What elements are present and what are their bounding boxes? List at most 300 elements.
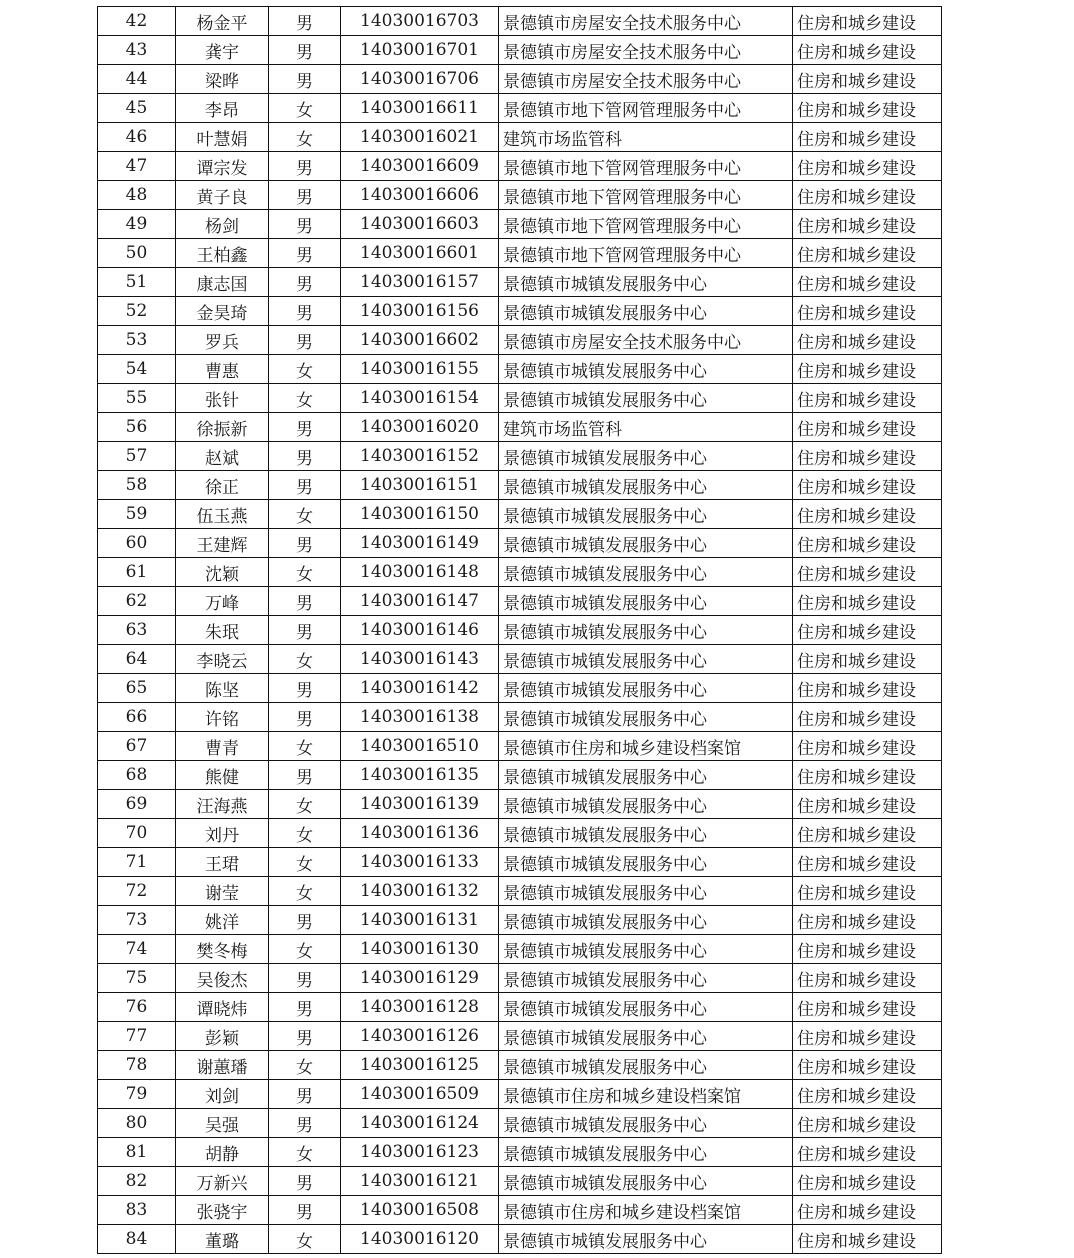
- row-number-cell: 74: [98, 935, 176, 964]
- department-cell: 住房和城乡建设: [793, 1080, 942, 1109]
- exam-id-cell: 14030016123: [341, 1138, 499, 1167]
- row-number-cell: 53: [98, 326, 176, 355]
- department-cell: 住房和城乡建设: [793, 442, 942, 471]
- table-row: [98, 413, 942, 442]
- exam-id-cell: 14030016157: [341, 268, 499, 297]
- work-unit-cell: 景德镇市城镇发展服务中心: [499, 1109, 793, 1138]
- exam-id-cell: 14030016126: [341, 1022, 499, 1051]
- gender-cell: 男: [269, 7, 341, 36]
- work-unit-cell: 景德镇市城镇发展服务中心: [499, 1022, 793, 1051]
- table-row: [98, 529, 942, 558]
- table-row: [98, 268, 942, 297]
- table-row: [98, 181, 942, 210]
- work-unit-cell: 景德镇市城镇发展服务中心: [499, 935, 793, 964]
- table-row: [98, 906, 942, 935]
- document-page: [97, 6, 942, 1254]
- table-row: [98, 471, 942, 500]
- person-name-cell: 朱珉: [176, 616, 269, 645]
- department-cell: 住房和城乡建设: [793, 732, 942, 761]
- row-number-cell: 64: [98, 645, 176, 674]
- department-cell: 住房和城乡建设: [793, 210, 942, 239]
- table-row: [98, 645, 942, 674]
- exam-id-cell: 14030016146: [341, 616, 499, 645]
- gender-cell: 女: [269, 877, 341, 906]
- person-name-cell: 姚洋: [176, 906, 269, 935]
- gender-cell: 女: [269, 123, 341, 152]
- work-unit-cell: 景德镇市城镇发展服务中心: [499, 268, 793, 297]
- work-unit-cell: 景德镇市城镇发展服务中心: [499, 471, 793, 500]
- person-name-cell: 吴俊杰: [176, 964, 269, 993]
- department-cell: 住房和城乡建设: [793, 819, 942, 848]
- department-cell: 住房和城乡建设: [793, 558, 942, 587]
- work-unit-cell: 景德镇市城镇发展服务中心: [499, 993, 793, 1022]
- work-unit-cell: 景德镇市城镇发展服务中心: [499, 848, 793, 877]
- work-unit-cell: 景德镇市城镇发展服务中心: [499, 529, 793, 558]
- work-unit-cell: 景德镇市地下管网管理服务中心: [499, 152, 793, 181]
- gender-cell: 男: [269, 529, 341, 558]
- work-unit-cell: 景德镇市城镇发展服务中心: [499, 1225, 793, 1254]
- department-cell: 住房和城乡建设: [793, 94, 942, 123]
- row-number-cell: 73: [98, 906, 176, 935]
- person-name-cell: 梁晔: [176, 65, 269, 94]
- row-number-cell: 44: [98, 65, 176, 94]
- work-unit-cell: 景德镇市城镇发展服务中心: [499, 355, 793, 384]
- table-row: [98, 384, 942, 413]
- exam-id-cell: 14030016606: [341, 181, 499, 210]
- table-row: [98, 210, 942, 239]
- row-number-cell: 48: [98, 181, 176, 210]
- row-number-cell: 57: [98, 442, 176, 471]
- row-number-cell: 66: [98, 703, 176, 732]
- row-number-cell: 63: [98, 616, 176, 645]
- exam-id-cell: 14030016135: [341, 761, 499, 790]
- table-row: [98, 848, 942, 877]
- row-number-cell: 42: [98, 7, 176, 36]
- department-cell: 住房和城乡建设: [793, 1138, 942, 1167]
- gender-cell: 女: [269, 384, 341, 413]
- work-unit-cell: 景德镇市地下管网管理服务中心: [499, 239, 793, 268]
- exam-id-cell: 14030016156: [341, 297, 499, 326]
- department-cell: 住房和城乡建设: [793, 123, 942, 152]
- person-name-cell: 罗兵: [176, 326, 269, 355]
- work-unit-cell: 景德镇市城镇发展服务中心: [499, 500, 793, 529]
- department-cell: 住房和城乡建设: [793, 471, 942, 500]
- department-cell: 住房和城乡建设: [793, 906, 942, 935]
- person-name-cell: 李昂: [176, 94, 269, 123]
- work-unit-cell: 景德镇市城镇发展服务中心: [499, 297, 793, 326]
- row-number-cell: 60: [98, 529, 176, 558]
- row-number-cell: 69: [98, 790, 176, 819]
- department-cell: 住房和城乡建设: [793, 181, 942, 210]
- department-cell: 住房和城乡建设: [793, 152, 942, 181]
- department-cell: 住房和城乡建设: [793, 239, 942, 268]
- department-cell: 住房和城乡建设: [793, 674, 942, 703]
- row-number-cell: 68: [98, 761, 176, 790]
- row-number-cell: 46: [98, 123, 176, 152]
- exam-id-cell: 14030016152: [341, 442, 499, 471]
- exam-id-cell: 14030016131: [341, 906, 499, 935]
- department-cell: 住房和城乡建设: [793, 355, 942, 384]
- work-unit-cell: 景德镇市城镇发展服务中心: [499, 1138, 793, 1167]
- row-number-cell: 58: [98, 471, 176, 500]
- table-row: [98, 65, 942, 94]
- row-number-cell: 81: [98, 1138, 176, 1167]
- table-row: [98, 993, 942, 1022]
- gender-cell: 女: [269, 94, 341, 123]
- person-name-cell: 熊健: [176, 761, 269, 790]
- person-name-cell: 谭宗发: [176, 152, 269, 181]
- work-unit-cell: 景德镇市城镇发展服务中心: [499, 384, 793, 413]
- row-number-cell: 71: [98, 848, 176, 877]
- person-name-cell: 李晓云: [176, 645, 269, 674]
- department-cell: 住房和城乡建设: [793, 877, 942, 906]
- exam-id-cell: 14030016150: [341, 500, 499, 529]
- work-unit-cell: 景德镇市住房和城乡建设档案馆: [499, 732, 793, 761]
- exam-id-cell: 14030016142: [341, 674, 499, 703]
- person-name-cell: 伍玉燕: [176, 500, 269, 529]
- row-number-cell: 49: [98, 210, 176, 239]
- table-row: [98, 7, 942, 36]
- exam-id-cell: 14030016130: [341, 935, 499, 964]
- gender-cell: 男: [269, 1022, 341, 1051]
- gender-cell: 男: [269, 964, 341, 993]
- gender-cell: 男: [269, 674, 341, 703]
- person-name-cell: 龚宇: [176, 36, 269, 65]
- gender-cell: 女: [269, 1051, 341, 1080]
- person-name-cell: 曹青: [176, 732, 269, 761]
- department-cell: 住房和城乡建设: [793, 790, 942, 819]
- exam-id-cell: 14030016149: [341, 529, 499, 558]
- exam-id-cell: 14030016139: [341, 790, 499, 819]
- gender-cell: 女: [269, 355, 341, 384]
- person-name-cell: 叶慧娟: [176, 123, 269, 152]
- person-name-cell: 谢蕙璠: [176, 1051, 269, 1080]
- row-number-cell: 43: [98, 36, 176, 65]
- gender-cell: 男: [269, 761, 341, 790]
- department-cell: 住房和城乡建设: [793, 7, 942, 36]
- table-row: [98, 761, 942, 790]
- exam-id-cell: 14030016128: [341, 993, 499, 1022]
- gender-cell: 男: [269, 1167, 341, 1196]
- exam-id-cell: 14030016021: [341, 123, 499, 152]
- department-cell: 住房和城乡建设: [793, 297, 942, 326]
- gender-cell: 男: [269, 993, 341, 1022]
- person-name-cell: 张骁宇: [176, 1196, 269, 1225]
- table-row: [98, 123, 942, 152]
- gender-cell: 女: [269, 732, 341, 761]
- gender-cell: 男: [269, 268, 341, 297]
- gender-cell: 女: [269, 1225, 341, 1254]
- gender-cell: 男: [269, 297, 341, 326]
- work-unit-cell: 景德镇市城镇发展服务中心: [499, 906, 793, 935]
- table-row: [98, 558, 942, 587]
- row-number-cell: 55: [98, 384, 176, 413]
- person-name-cell: 万新兴: [176, 1167, 269, 1196]
- exam-id-cell: 14030016155: [341, 355, 499, 384]
- table-row: [98, 239, 942, 268]
- department-cell: 住房和城乡建设: [793, 1225, 942, 1254]
- gender-cell: 男: [269, 1080, 341, 1109]
- department-cell: 住房和城乡建设: [793, 964, 942, 993]
- table-row: [98, 1080, 942, 1109]
- exam-id-cell: 14030016509: [341, 1080, 499, 1109]
- work-unit-cell: 景德镇市房屋安全技术服务中心: [499, 65, 793, 94]
- table-row: [98, 1225, 942, 1254]
- exam-id-cell: 14030016602: [341, 326, 499, 355]
- row-number-cell: 79: [98, 1080, 176, 1109]
- table-row: [98, 703, 942, 732]
- person-name-cell: 彭颖: [176, 1022, 269, 1051]
- row-number-cell: 72: [98, 877, 176, 906]
- table-body: [98, 7, 942, 1254]
- department-cell: 住房和城乡建设: [793, 326, 942, 355]
- department-cell: 住房和城乡建设: [793, 384, 942, 413]
- exam-id-cell: 14030016706: [341, 65, 499, 94]
- table-row: [98, 732, 942, 761]
- row-number-cell: 54: [98, 355, 176, 384]
- person-name-cell: 赵斌: [176, 442, 269, 471]
- department-cell: 住房和城乡建设: [793, 65, 942, 94]
- person-name-cell: 张针: [176, 384, 269, 413]
- person-name-cell: 黄子良: [176, 181, 269, 210]
- work-unit-cell: 景德镇市城镇发展服务中心: [499, 587, 793, 616]
- exam-id-cell: 14030016508: [341, 1196, 499, 1225]
- work-unit-cell: 景德镇市城镇发展服务中心: [499, 761, 793, 790]
- exam-id-cell: 14030016148: [341, 558, 499, 587]
- table-row: [98, 355, 942, 384]
- person-name-cell: 吴强: [176, 1109, 269, 1138]
- gender-cell: 男: [269, 239, 341, 268]
- person-name-cell: 许铭: [176, 703, 269, 732]
- exam-id-cell: 14030016154: [341, 384, 499, 413]
- work-unit-cell: 景德镇市城镇发展服务中心: [499, 674, 793, 703]
- exam-id-cell: 14030016147: [341, 587, 499, 616]
- exam-id-cell: 14030016601: [341, 239, 499, 268]
- table-row: [98, 1109, 942, 1138]
- row-number-cell: 84: [98, 1225, 176, 1254]
- exam-id-cell: 14030016703: [341, 7, 499, 36]
- exam-id-cell: 14030016510: [341, 732, 499, 761]
- row-number-cell: 70: [98, 819, 176, 848]
- row-number-cell: 83: [98, 1196, 176, 1225]
- department-cell: 住房和城乡建设: [793, 848, 942, 877]
- table-row: [98, 36, 942, 65]
- exam-id-cell: 14030016701: [341, 36, 499, 65]
- work-unit-cell: 景德镇市城镇发展服务中心: [499, 1051, 793, 1080]
- gender-cell: 男: [269, 326, 341, 355]
- person-name-cell: 胡静: [176, 1138, 269, 1167]
- person-name-cell: 万峰: [176, 587, 269, 616]
- work-unit-cell: 景德镇市城镇发展服务中心: [499, 964, 793, 993]
- person-name-cell: 董璐: [176, 1225, 269, 1254]
- candidate-table: [97, 6, 942, 1254]
- gender-cell: 男: [269, 587, 341, 616]
- work-unit-cell: 景德镇市住房和城乡建设档案馆: [499, 1080, 793, 1109]
- person-name-cell: 刘剑: [176, 1080, 269, 1109]
- work-unit-cell: 景德镇市城镇发展服务中心: [499, 877, 793, 906]
- table-row: [98, 500, 942, 529]
- gender-cell: 男: [269, 471, 341, 500]
- row-number-cell: 78: [98, 1051, 176, 1080]
- department-cell: 住房和城乡建设: [793, 36, 942, 65]
- department-cell: 住房和城乡建设: [793, 587, 942, 616]
- work-unit-cell: 景德镇市城镇发展服务中心: [499, 790, 793, 819]
- department-cell: 住房和城乡建设: [793, 616, 942, 645]
- person-name-cell: 徐振新: [176, 413, 269, 442]
- gender-cell: 女: [269, 935, 341, 964]
- row-number-cell: 47: [98, 152, 176, 181]
- gender-cell: 男: [269, 906, 341, 935]
- work-unit-cell: 景德镇市地下管网管理服务中心: [499, 210, 793, 239]
- exam-id-cell: 14030016132: [341, 877, 499, 906]
- work-unit-cell: 景德镇市房屋安全技术服务中心: [499, 7, 793, 36]
- person-name-cell: 王柏鑫: [176, 239, 269, 268]
- work-unit-cell: 景德镇市城镇发展服务中心: [499, 616, 793, 645]
- department-cell: 住房和城乡建设: [793, 935, 942, 964]
- gender-cell: 女: [269, 1138, 341, 1167]
- table-row: [98, 935, 942, 964]
- table-row: [98, 1051, 942, 1080]
- work-unit-cell: 建筑市场监管科: [499, 123, 793, 152]
- department-cell: 住房和城乡建设: [793, 268, 942, 297]
- exam-id-cell: 14030016120: [341, 1225, 499, 1254]
- row-number-cell: 77: [98, 1022, 176, 1051]
- work-unit-cell: 景德镇市城镇发展服务中心: [499, 558, 793, 587]
- gender-cell: 女: [269, 790, 341, 819]
- row-number-cell: 50: [98, 239, 176, 268]
- row-number-cell: 56: [98, 413, 176, 442]
- work-unit-cell: 景德镇市地下管网管理服务中心: [499, 94, 793, 123]
- table-row: [98, 964, 942, 993]
- exam-id-cell: 14030016125: [341, 1051, 499, 1080]
- exam-id-cell: 14030016133: [341, 848, 499, 877]
- person-name-cell: 曹惠: [176, 355, 269, 384]
- person-name-cell: 杨剑: [176, 210, 269, 239]
- table-row: [98, 819, 942, 848]
- row-number-cell: 82: [98, 1167, 176, 1196]
- table-row: [98, 442, 942, 471]
- work-unit-cell: 景德镇市城镇发展服务中心: [499, 645, 793, 674]
- gender-cell: 男: [269, 210, 341, 239]
- work-unit-cell: 景德镇市住房和城乡建设档案馆: [499, 1196, 793, 1225]
- department-cell: 住房和城乡建设: [793, 500, 942, 529]
- person-name-cell: 王建辉: [176, 529, 269, 558]
- person-name-cell: 金昊琦: [176, 297, 269, 326]
- gender-cell: 男: [269, 36, 341, 65]
- work-unit-cell: 景德镇市房屋安全技术服务中心: [499, 36, 793, 65]
- work-unit-cell: 景德镇市房屋安全技术服务中心: [499, 326, 793, 355]
- row-number-cell: 45: [98, 94, 176, 123]
- department-cell: 住房和城乡建设: [793, 993, 942, 1022]
- gender-cell: 女: [269, 848, 341, 877]
- work-unit-cell: 景德镇市城镇发展服务中心: [499, 703, 793, 732]
- gender-cell: 男: [269, 413, 341, 442]
- department-cell: 住房和城乡建设: [793, 413, 942, 442]
- exam-id-cell: 14030016603: [341, 210, 499, 239]
- gender-cell: 男: [269, 703, 341, 732]
- exam-id-cell: 14030016020: [341, 413, 499, 442]
- table-row: [98, 790, 942, 819]
- department-cell: 住房和城乡建设: [793, 703, 942, 732]
- row-number-cell: 65: [98, 674, 176, 703]
- table-row: [98, 1167, 942, 1196]
- gender-cell: 男: [269, 152, 341, 181]
- table-row: [98, 1196, 942, 1225]
- row-number-cell: 61: [98, 558, 176, 587]
- row-number-cell: 52: [98, 297, 176, 326]
- work-unit-cell: 景德镇市城镇发展服务中心: [499, 819, 793, 848]
- gender-cell: 女: [269, 500, 341, 529]
- gender-cell: 男: [269, 616, 341, 645]
- department-cell: 住房和城乡建设: [793, 645, 942, 674]
- gender-cell: 女: [269, 645, 341, 674]
- person-name-cell: 陈坚: [176, 674, 269, 703]
- person-name-cell: 沈颖: [176, 558, 269, 587]
- person-name-cell: 谢莹: [176, 877, 269, 906]
- department-cell: 住房和城乡建设: [793, 1022, 942, 1051]
- person-name-cell: 谭晓炜: [176, 993, 269, 1022]
- row-number-cell: 59: [98, 500, 176, 529]
- table-row: [98, 616, 942, 645]
- exam-id-cell: 14030016124: [341, 1109, 499, 1138]
- exam-id-cell: 14030016129: [341, 964, 499, 993]
- work-unit-cell: 景德镇市城镇发展服务中心: [499, 442, 793, 471]
- exam-id-cell: 14030016136: [341, 819, 499, 848]
- work-unit-cell: 建筑市场监管科: [499, 413, 793, 442]
- person-name-cell: 徐正: [176, 471, 269, 500]
- work-unit-cell: 景德镇市城镇发展服务中心: [499, 1167, 793, 1196]
- exam-id-cell: 14030016143: [341, 645, 499, 674]
- department-cell: 住房和城乡建设: [793, 1051, 942, 1080]
- department-cell: 住房和城乡建设: [793, 529, 942, 558]
- table-row: [98, 1138, 942, 1167]
- row-number-cell: 80: [98, 1109, 176, 1138]
- gender-cell: 女: [269, 558, 341, 587]
- table-row: [98, 152, 942, 181]
- person-name-cell: 王珺: [176, 848, 269, 877]
- gender-cell: 男: [269, 65, 341, 94]
- table-row: [98, 587, 942, 616]
- department-cell: 住房和城乡建设: [793, 761, 942, 790]
- department-cell: 住房和城乡建设: [793, 1196, 942, 1225]
- department-cell: 住房和城乡建设: [793, 1167, 942, 1196]
- table-row: [98, 1022, 942, 1051]
- table-row: [98, 94, 942, 123]
- exam-id-cell: 14030016609: [341, 152, 499, 181]
- person-name-cell: 杨金平: [176, 7, 269, 36]
- person-name-cell: 刘丹: [176, 819, 269, 848]
- table-row: [98, 674, 942, 703]
- gender-cell: 男: [269, 1196, 341, 1225]
- table-row: [98, 326, 942, 355]
- gender-cell: 男: [269, 1109, 341, 1138]
- person-name-cell: 康志国: [176, 268, 269, 297]
- gender-cell: 男: [269, 181, 341, 210]
- department-cell: 住房和城乡建设: [793, 1109, 942, 1138]
- row-number-cell: 76: [98, 993, 176, 1022]
- exam-id-cell: 14030016611: [341, 94, 499, 123]
- exam-id-cell: 14030016151: [341, 471, 499, 500]
- gender-cell: 男: [269, 442, 341, 471]
- person-name-cell: 樊冬梅: [176, 935, 269, 964]
- exam-id-cell: 14030016121: [341, 1167, 499, 1196]
- table-row: [98, 297, 942, 326]
- row-number-cell: 75: [98, 964, 176, 993]
- work-unit-cell: 景德镇市地下管网管理服务中心: [499, 181, 793, 210]
- row-number-cell: 67: [98, 732, 176, 761]
- person-name-cell: 汪海燕: [176, 790, 269, 819]
- gender-cell: 女: [269, 819, 341, 848]
